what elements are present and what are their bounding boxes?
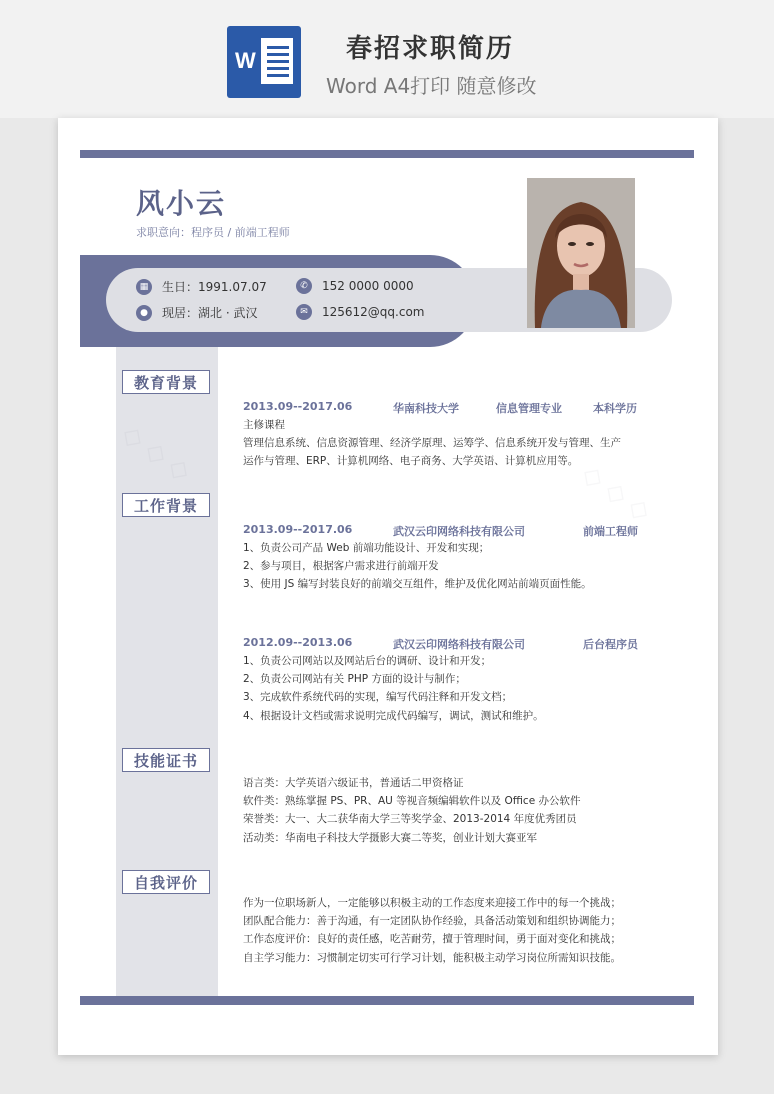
resume-page [58, 118, 718, 1055]
education-major: 信息管理专业 [496, 402, 562, 415]
education-degree: 本科学历 [593, 402, 637, 415]
work-company: 武汉云印网络科技有限公司 [393, 638, 525, 651]
text-line: 主修课程 [243, 419, 285, 431]
text-line: 2、参与项目，根据客户需求进行前端开发 [243, 560, 439, 573]
text-line: 1、负责公司网站以及网站后台的调研、设计和开发； [243, 655, 492, 667]
work-period: 2013.09--2017.06 [243, 523, 353, 536]
text-line: 4、根据设计文档或需求说明完成代码编写，调试，测试和维护。 [243, 709, 544, 722]
email-item [296, 304, 425, 320]
mail-icon: ✉ [296, 304, 312, 320]
self-eval-line: 作为一位职场新人，一定能够以积极主动的工作态度来迎接工作中的每一个挑战； [243, 897, 621, 909]
self-eval-line: 团队配合能力：善于沟通，有一定团队协作经验，具备活动策划和组织协调能力； [243, 915, 621, 928]
watermark: ◇ ◇ ◇ [116, 418, 197, 488]
birthday-text: 生日：1991.07.07 [162, 280, 267, 294]
candidate-name: 风小云 [136, 187, 227, 220]
profile-photo [527, 178, 635, 328]
phone-icon: ✆ [296, 278, 312, 294]
banner-subtitle: Word A4打印 随意修改 [326, 74, 537, 98]
phone-text: 152 0000 0000 [322, 279, 414, 293]
section-work: 工作背景 [122, 493, 210, 517]
skill-line: 活动类：华南电子科技大学摄影大赛二等奖，创业计划大赛亚军 [243, 831, 537, 844]
work-role: 后台程序员 [583, 638, 638, 651]
work-details [243, 539, 653, 594]
email-text: 125612@qq.com [322, 305, 425, 319]
text-line: 3、使用 JS 编写封装良好的前端交互组件，维护及优化网站前端页面性能。 [243, 578, 592, 591]
birthday-item [136, 278, 267, 295]
text-line: 2、负责公司网站有关 PHP 方面的设计与制作； [243, 673, 466, 686]
education-details [243, 416, 653, 471]
top-divider [80, 150, 694, 158]
work-details [243, 652, 653, 725]
self-eval-list [243, 894, 653, 967]
work-company: 武汉云印网络科技有限公司 [393, 525, 525, 538]
banner [0, 0, 774, 118]
location-icon: ● [136, 305, 152, 321]
education-school: 华南科技大学 [393, 402, 459, 415]
text-line: 管理信息系统、信息资源管理、经济学原理、运筹学、信息系统开发与管理、生产 [243, 437, 621, 450]
education-period: 2013.09--2017.06 [243, 400, 353, 413]
section-self-eval: 自我评价 [122, 870, 210, 894]
section-skills: 技能证书 [122, 748, 210, 772]
text-line: 3、完成软件系统代码的实现，编写代码注释和开发文档； [243, 691, 513, 704]
self-eval-line: 工作态度评价：良好的责任感，吃苦耐劳，擅于管理时间，勇于面对变化和挑战； [243, 933, 621, 946]
section-education: 教育背景 [122, 370, 210, 394]
phone-item [296, 278, 414, 294]
skills-list [243, 774, 653, 847]
calendar-icon: ▦ [136, 279, 152, 295]
residence-text: 现居：湖北 · 武汉 [162, 306, 258, 320]
work-period: 2012.09--2013.06 [243, 636, 353, 649]
job-intent: 求职意向：程序员 / 前端工程师 [136, 226, 290, 239]
word-icon [227, 26, 301, 98]
self-eval-line: 自主学习能力：习惯制定切实可行学习计划，能积极主动学习岗位所需知识技能。 [243, 951, 621, 964]
banner-title: 春招求职简历 [346, 34, 515, 64]
word-logo-letter: W [235, 48, 256, 73]
text-line: 运作与管理、ERP、计算机网络、电子商务、大学英语、计算机应用等。 [243, 455, 579, 468]
skill-line: 软件类：熟练掌握 PS、PR、AU 等视音频编辑软件以及 Office 办公软件 [243, 795, 581, 808]
residence-item [136, 304, 257, 321]
work-role: 前端工程师 [583, 525, 638, 538]
text-line: 1、负责公司产品 Web 前端功能设计、开发和实现； [243, 542, 490, 554]
skill-line: 语言类：大学英语六级证书，普通话二甲资格证 [243, 777, 464, 789]
skill-line: 荣誉类：大一、大二获华南大学三等奖学金、2013-2014 年度优秀团员 [243, 813, 577, 826]
watermark: ◇ ◇ ◇ [576, 458, 657, 528]
bottom-divider [80, 996, 694, 1005]
